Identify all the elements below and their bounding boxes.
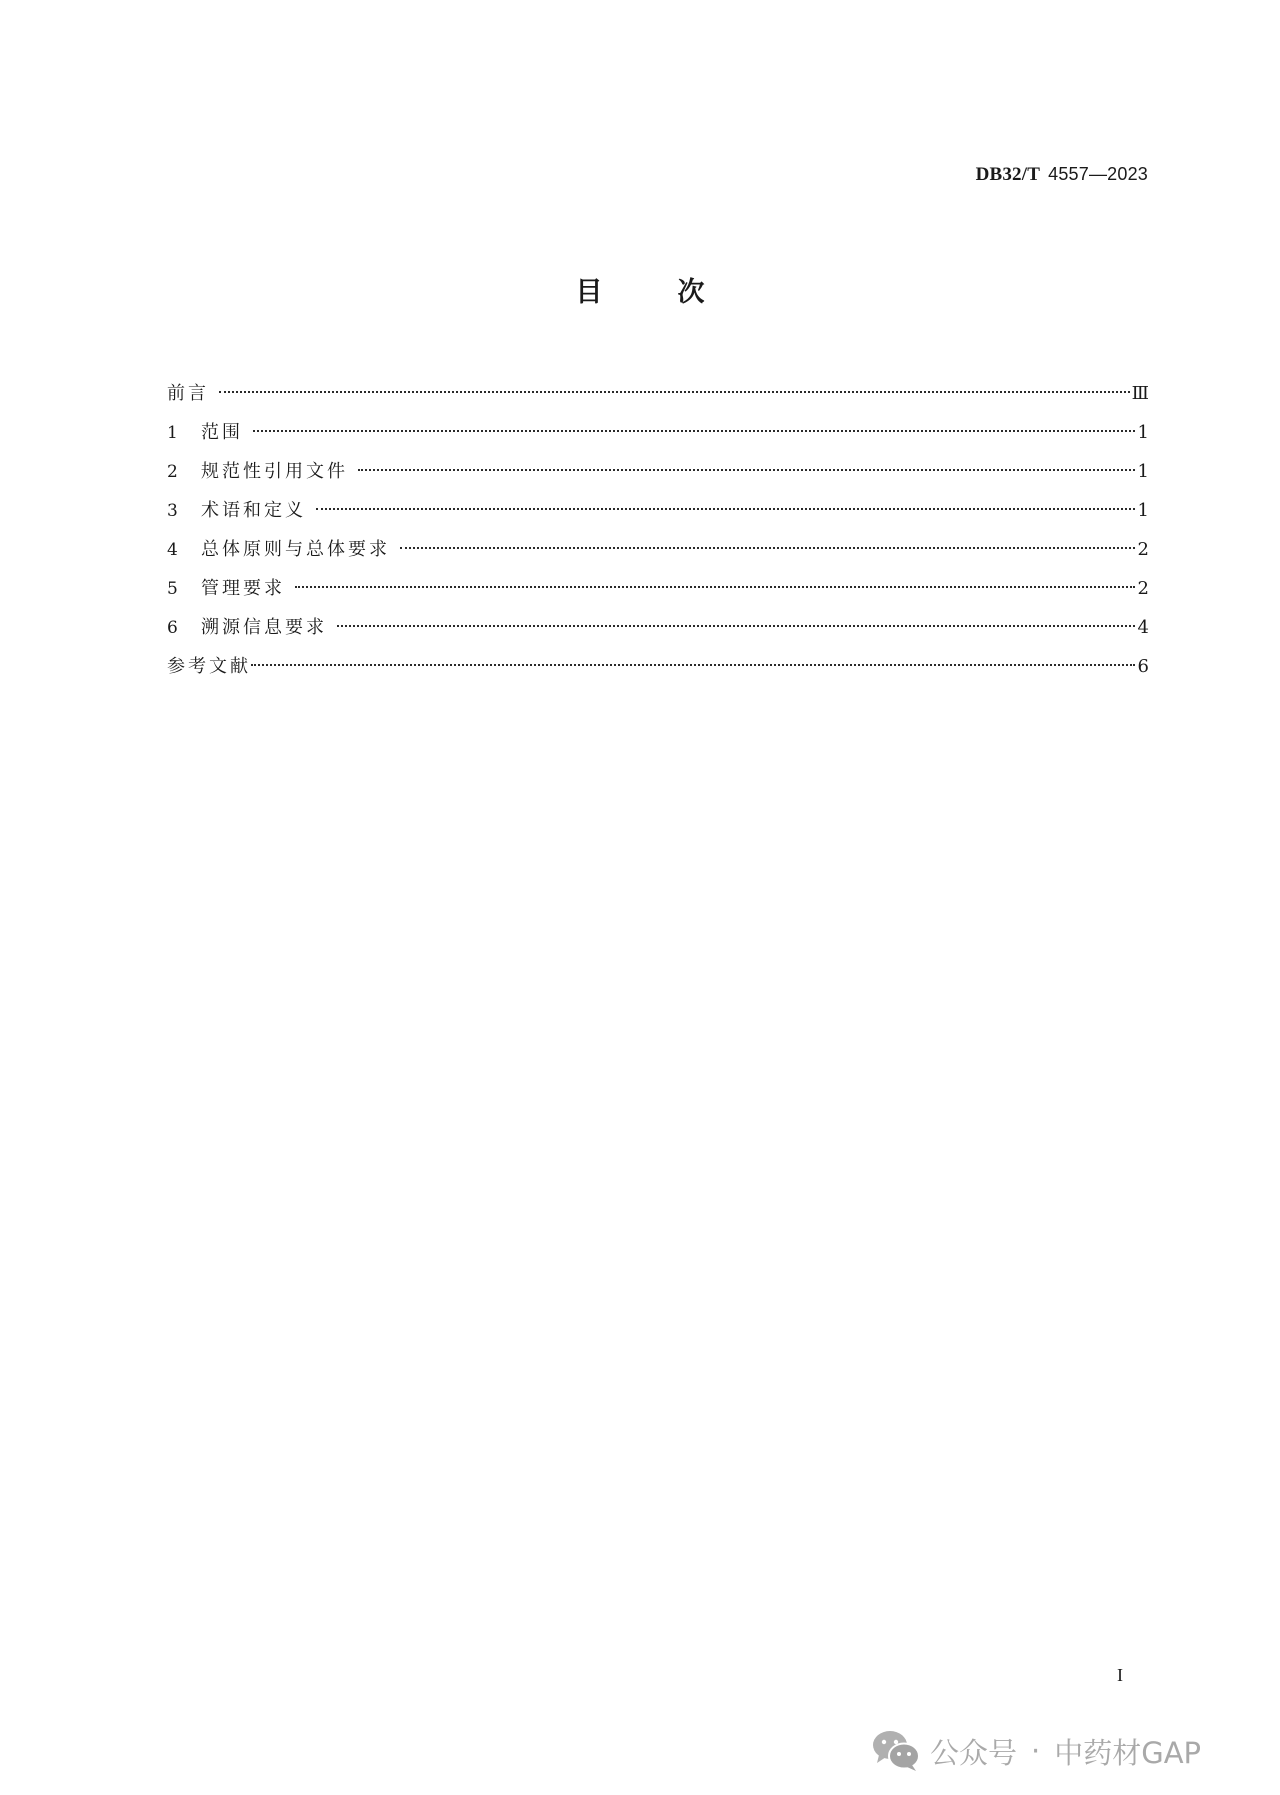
toc-entry-number: 5 [167,579,178,599]
page-title-char-2: 次 [677,277,705,308]
toc-leader-dots [358,469,1135,471]
toc-entry-label: 规范性引用文件 [201,461,348,482]
toc-entry-label: 前言 [167,383,209,404]
toc-entry-general-principles[interactable] [167,537,1149,576]
toc-entry-management-requirements[interactable] [167,576,1149,615]
toc-entry-number: 6 [167,618,178,638]
toc-entry-page: 2 [1137,578,1149,599]
page-title [0,270,1280,309]
toc-entry-foreword[interactable] [167,381,1149,420]
wechat-icon [872,1730,922,1772]
toc-leader-dots [295,586,1135,588]
toc-entry-number: 2 [167,462,178,482]
toc-entry-traceability-requirements[interactable] [167,615,1149,654]
toc-entry-bibliography[interactable] [167,654,1149,693]
toc-entry-label: 范围 [201,422,243,443]
toc-entry-label: 参考文献 [167,656,251,677]
toc-entry-label: 溯源信息要求 [201,617,327,638]
toc-entry-label: 管理要求 [201,578,285,599]
watermark-account: 中药材GAP [1054,1735,1202,1770]
toc-leader-dots [400,547,1135,549]
watermark-separator: · [1031,1734,1041,1768]
document-code-prefix: DB32/T [975,164,1041,185]
toc-entry-label: 术语和定义 [201,500,306,521]
document-code-number: 4557—2023 [1048,164,1148,184]
toc-leader-dots [251,664,1135,666]
watermark-prefix: 公众号 [930,1735,1018,1770]
toc-entry-page: 1 [1137,422,1149,443]
toc-entry-number: 3 [167,501,178,521]
table-of-contents [167,381,1149,693]
toc-entry-scope[interactable] [167,420,1149,459]
toc-leader-dots [316,508,1135,510]
page-title-char-1: 目 [575,277,603,308]
toc-entry-page: 1 [1137,500,1149,521]
page-number: I [1117,1665,1123,1685]
toc-leader-dots [219,391,1130,393]
toc-entry-page: 4 [1137,617,1149,638]
toc-entry-normative-references[interactable] [167,459,1149,498]
toc-entry-label: 总体原则与总体要求 [201,539,390,560]
toc-entry-terms-definitions[interactable] [167,498,1149,537]
document-code [976,164,1148,186]
toc-leader-dots [337,625,1135,627]
toc-entry-page: 1 [1137,461,1149,482]
watermark [872,1730,1201,1772]
toc-entry-number: 1 [167,423,178,443]
toc-leader-dots [253,430,1135,432]
toc-entry-page: Ⅲ [1131,383,1149,404]
toc-entry-number: 4 [167,540,178,560]
toc-entry-page: 6 [1137,656,1149,677]
toc-entry-page: 2 [1137,539,1149,560]
